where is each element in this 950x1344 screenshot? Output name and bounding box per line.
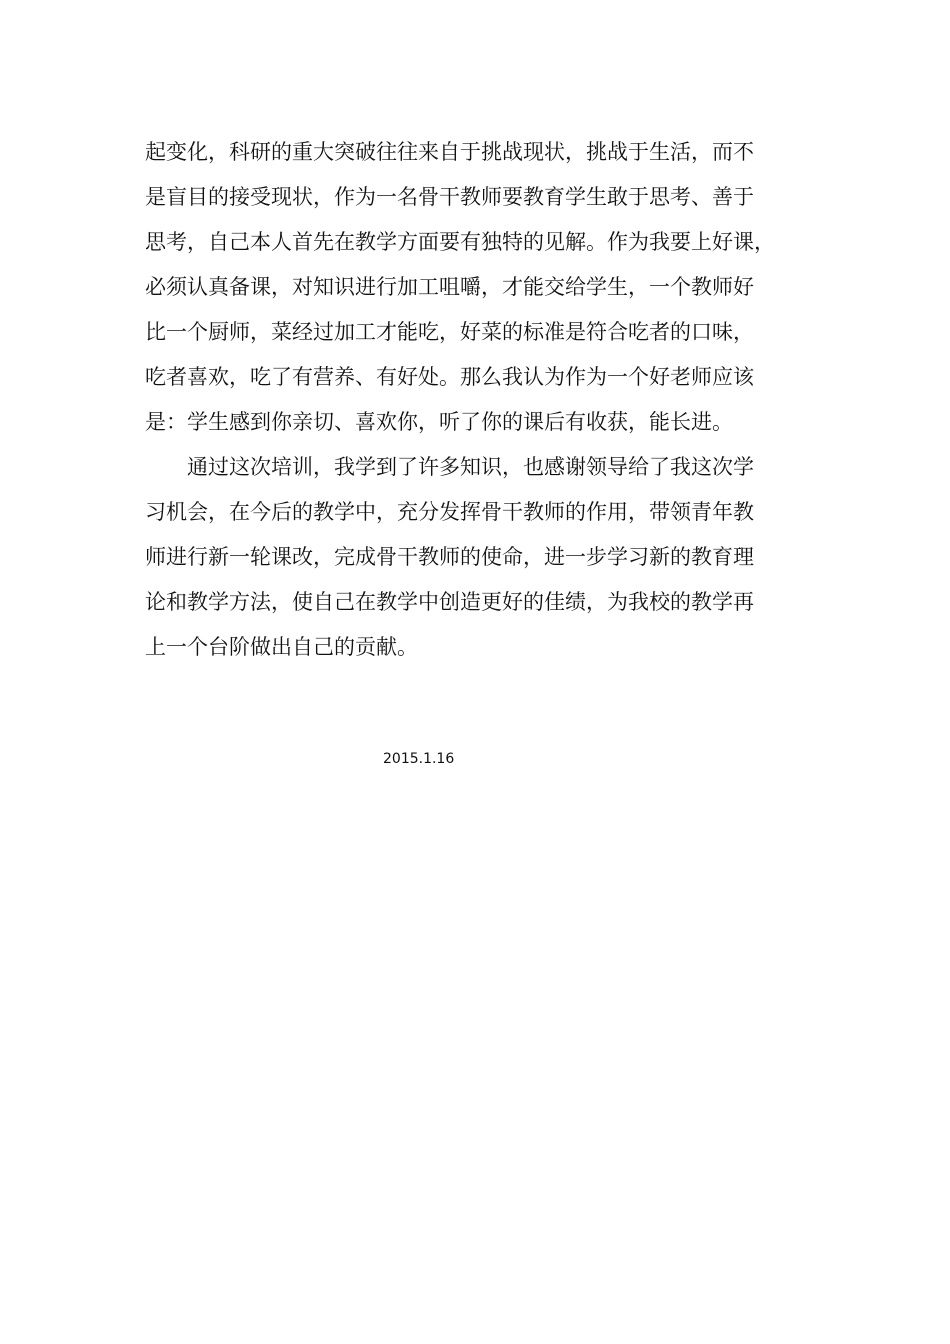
paragraph-2 xyxy=(145,449,835,674)
paragraph-1-line-6: 吃者喜欢，吃了有营养、有好处。那么我认为作为一个好老师应该 xyxy=(145,365,754,389)
paragraph-2-line-2: 习机会，在今后的教学中，充分发挥骨干教师的作用，带领青年教 xyxy=(145,500,754,524)
paragraph-1 xyxy=(145,134,835,449)
document-date: 2015.1.16 xyxy=(383,751,455,767)
paragraph-1-line-7: 是：学生感到你亲切、喜欢你，听了你的课后有收获，能长进。 xyxy=(145,410,733,434)
paragraph-1-line-1: 起变化，科研的重大突破往往来自于挑战现状，挑战于生活，而不 xyxy=(145,140,754,164)
document-body xyxy=(145,134,835,674)
paragraph-1-line-3: 思考，自己本人首先在教学方面要有独特的见解。作为我要上好课， xyxy=(145,230,775,254)
paragraph-1-line-2: 是盲目的接受现状，作为一名骨干教师要教育学生敢于思考、善于 xyxy=(145,185,754,209)
paragraph-1-line-4: 必须认真备课，对知识进行加工咀嚼，才能交给学生，一个教师好 xyxy=(145,275,754,299)
paragraph-2-line-4: 论和教学方法，使自己在教学中创造更好的佳绩，为我校的教学再 xyxy=(145,590,754,614)
paragraph-2-line-3: 师进行新一轮课改，完成骨干教师的使命，进一步学习新的教育理 xyxy=(145,545,754,569)
paragraph-2-line-5: 上一个台阶做出自己的贡献。 xyxy=(145,635,418,659)
paragraph-2-line-1: 通过这次培训，我学到了许多知识，也感谢领导给了我这次学 xyxy=(187,455,754,479)
paragraph-1-line-5: 比一个厨师，菜经过加工才能吃，好菜的标准是符合吃者的口味， xyxy=(145,320,754,344)
